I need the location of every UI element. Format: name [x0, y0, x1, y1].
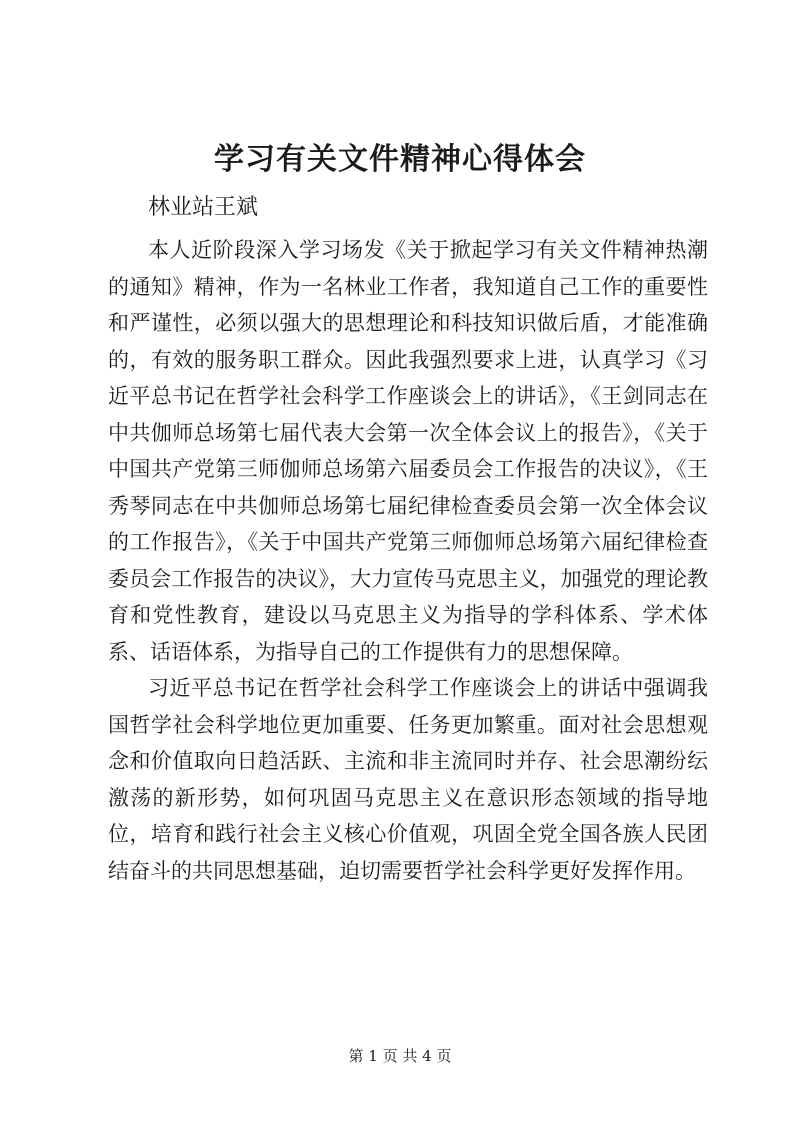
author-line: 林业站王斌 — [148, 195, 259, 220]
page-footer: 第 1 页 共 4 页 — [348, 1047, 452, 1065]
paragraph-2: 习近平总书记在哲学社会科学工作座谈会上的讲话中强调我国哲学社会科学地位更加重要、任务更加繁重。面对社会思想观念和价值取向日趋活跃、主流和非主流同时并存、社会思潮纷纭激荡的新形势，如何巩固马克思主义在意识形态领域的指导地位，培育和践行社会主义核心价值观，巩固全党全国各族人民团结奋斗的共同思想基础，迫切需要哲学社会科学更好发挥作用。 — [108, 676, 708, 883]
paragraph-1: 本人近阶段深入学习场发《关于掀起学习有关文件精神热潮的通知》精神，作为一名林业工作者，我知道自己工作的重要性和严谨性，必须以强大的思想理论和科技知识做后盾，才能准确的，有效的服务职工群众。因此我强烈要求上进，认真学习《习近平总书记在哲学社会科学工作座谈会上的讲话》，《王剑同志在中共伽师总场第七届代表大会第一次全体会议上的报告》，《关于中国共产党第三师伽师总场第六届委员会工作报告的决议》，《王秀琴同志在中共伽师总场第七届纪律检查委员会第一次全体会议的工作报告》，《关于中国共产党第三师伽师总场第六届纪律检查委员会工作报告的决议》，大力宣传马克思主义，加强党的理论教育和党性教育，建设以马克思主义为指导的学科体系、学术体系、话语体系，为指导自己的工作提供有力的思想保障。 — [108, 238, 708, 664]
document-body — [108, 232, 708, 889]
document-title: 学习有关文件精神心得体会 — [214, 142, 586, 177]
